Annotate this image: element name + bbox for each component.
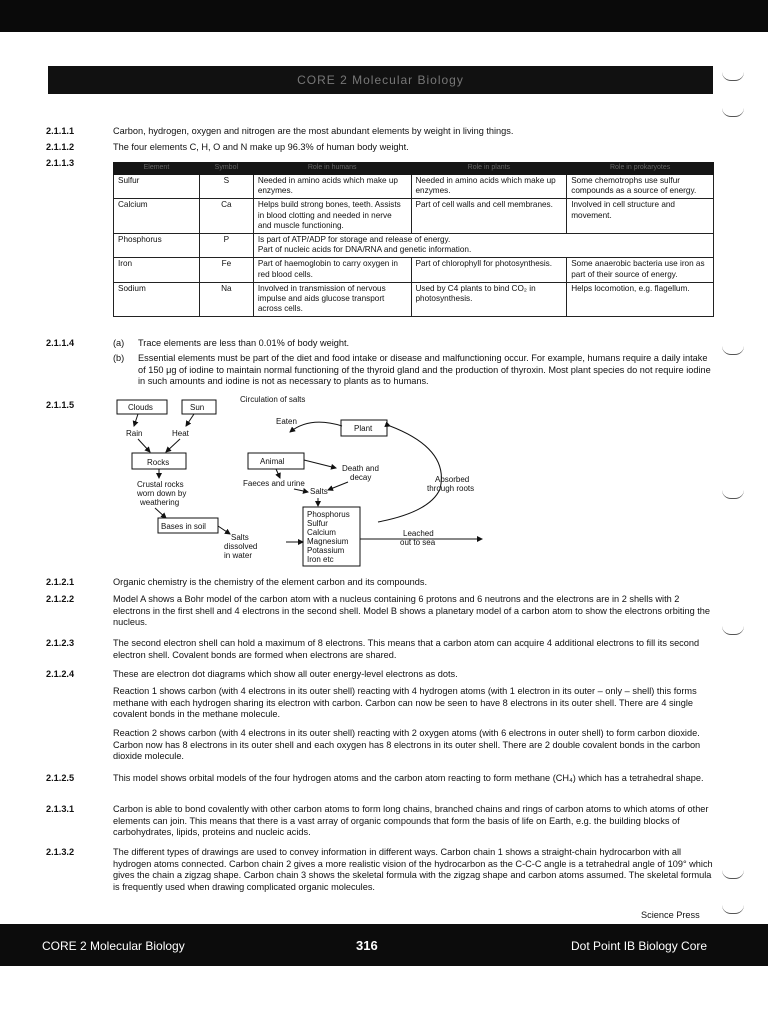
salts-dissolved-label: dissolved <box>224 542 258 551</box>
table-cell: Needed in amino acids which make up enzymes. <box>253 175 411 199</box>
point-number: 2.1.1.3 <box>46 158 75 168</box>
table-cell: Na <box>199 282 253 317</box>
table-cell: Sodium <box>114 282 200 317</box>
salt-item: Potassium <box>307 546 345 555</box>
diagram-title: Circulation of salts <box>240 395 306 404</box>
table-row <box>114 258 714 282</box>
absorbed-label: Absorbed <box>435 475 470 484</box>
elements-table <box>113 162 714 317</box>
salts-label: Salts <box>310 487 328 496</box>
point-number: 2.1.1.4 <box>46 338 75 348</box>
chapter-header <box>48 66 713 94</box>
point-number: 2.1.1.2 <box>46 142 75 152</box>
salt-circulation-diagram <box>110 394 510 569</box>
table-cell: Part of cell walls and cell membranes. <box>411 199 567 234</box>
point-number: 2.1.3.2 <box>46 847 75 857</box>
table-cell: Phosphorus <box>114 234 200 258</box>
table-header-cell: Symbol <box>199 163 253 175</box>
leached-label: Leached <box>403 529 434 538</box>
salts-dissolved-label: Salts <box>231 533 249 542</box>
crustal-label: worn down by <box>137 489 187 498</box>
point-text: The second electron shell can hold a maximum of 8 electrons. This means that a carbon atom can acquire 4 additional electrons to fill its second electron shell. Covalent bonds are formed when electrons are shared. <box>113 638 700 660</box>
table-cell-line: Is part of ATP/ADP for storage and release of energy. <box>257 235 451 245</box>
point-number: 2.1.2.5 <box>46 773 75 783</box>
absorbed-label: through roots <box>427 484 475 493</box>
eaten-label: Eaten <box>276 417 297 426</box>
faeces-label: Faeces and urine <box>243 479 305 488</box>
table-cell: Sulfur <box>114 175 200 199</box>
point-text: Model A shows a Bohr model of the carbon atom with a nucleus containing 6 protons and 6 neutrons and the electrons are in 2 shells with 2 electrons in the first shell and 4 electrons in the second shell. Model B shows a planetary model of a carbon atom to show the electrons orbiting the nucleus. <box>113 594 711 628</box>
table-cell: Calcium <box>114 199 200 234</box>
table-cell: Needed in amino acids which make up enzymes. <box>411 175 567 199</box>
table-row <box>114 282 714 317</box>
bases-label: Bases in soil <box>161 522 206 531</box>
table-cell: Ca <box>199 199 253 234</box>
animal-label: Animal <box>260 457 285 466</box>
page-footer <box>0 924 768 966</box>
heat-label: Heat <box>172 429 189 438</box>
publisher-credit: Science Press <box>641 910 700 920</box>
chapter-title: CORE 2 Molecular Biology <box>297 73 464 87</box>
footer-chapter: CORE 2 Molecular Biology <box>42 939 185 953</box>
salt-item: Sulfur <box>307 519 328 528</box>
point-text: This model shows orbital models of the four hydrogen atoms and the carbon atom reacting to form methane (CH₄) which has a tetrahedral shape. <box>113 773 704 783</box>
point-text: Reaction 1 shows carbon (with 4 electrons in its outer shell) reacting with 4 hydrogen atoms (with 1 electron in its outer – only – shell) this forms methane with each hydrogen sharing its electron with carbon. Carbon can now be seen to have 8 electrons in its outer shell. There are 4 single covalent bonds in the methane molecule. <box>113 686 697 720</box>
table-cell: Iron <box>114 258 200 282</box>
point-text: Carbon is able to bond covalently with other carbon atoms to form long chains, branched chains and rings of carbon atoms to which atoms of other elements can join. This means that there is a vast array of organic compounds that form the basis of life on Earth, e.g. the building blocks of carbohydrates, lipids, proteins and nucleic acids. <box>113 804 709 838</box>
table-header-cell: Role in plants <box>411 163 567 175</box>
point-text: Organic chemistry is the chemistry of the element carbon and its compounds. <box>113 577 428 587</box>
point-text: Carbon, hydrogen, oxygen and nitrogen are the most abundant elements by weight in living things. <box>113 126 514 136</box>
plant-label: Plant <box>354 424 373 433</box>
salt-item: Calcium <box>307 528 336 537</box>
sun-label: Sun <box>190 403 205 412</box>
table-header-cell: Role in prokaryotes <box>567 163 714 175</box>
death-decay-label: decay <box>350 473 372 482</box>
table-row <box>114 234 714 258</box>
clouds-label: Clouds <box>128 403 153 412</box>
crustal-label: Crustal rocks <box>137 480 184 489</box>
table-row <box>114 199 714 234</box>
table-header-cell: Role in humans <box>253 163 411 175</box>
rain-label: Rain <box>126 429 143 438</box>
page-number: 316 <box>356 938 378 953</box>
item-text: Essential elements must be part of the diet and food intake or disease and malfunctioning occur. For example, humans require a daily intake of 150 μg of iodine to maintain normal functioning of the thyroid gland and the production of thyroxin. Most plant species do not require iodine in such amounts and iodine is not as necessary to plants as to humans. <box>138 353 711 387</box>
point-number: 2.1.1.1 <box>46 126 75 136</box>
table-cell: Some chemotrophs use sulfur compounds as a source of energy. <box>567 175 714 199</box>
salt-item: Magnesium <box>307 537 349 546</box>
point-number: 2.1.2.3 <box>46 638 75 648</box>
point-text: These are electron dot diagrams which show all outer energy-level electrons as dots. <box>113 669 458 679</box>
table-row <box>114 175 714 199</box>
table-cell: Involved in cell structure and movement. <box>567 199 714 234</box>
point-number: 2.1.3.1 <box>46 804 75 814</box>
table-cell: Part of chlorophyll for photosynthesis. <box>411 258 567 282</box>
point-text: The four elements C, H, O and N make up 96.3% of human body weight. <box>113 142 409 152</box>
scan-top-border <box>0 0 768 32</box>
footer-book-title: Dot Point IB Biology Core <box>571 939 708 953</box>
rocks-label: Rocks <box>147 458 170 467</box>
point-text: Reaction 2 shows carbon (with 4 electrons in its outer shell) reacting with 2 oxygen atoms (with 6 electrons in outer shell) to form carbon dioxide. Carbon now has 8 electrons in its outer shell and each oxygen has 8 electrons in its outer shell. There are 2 double covalent bonds in the carbon dioxide molecule. <box>113 728 701 762</box>
point-number: 2.1.2.4 <box>46 669 75 679</box>
point-number: 2.1.2.1 <box>46 577 75 587</box>
table-cell: Part of haemoglobin to carry oxygen in red blood cells. <box>253 258 411 282</box>
point-number: 2.1.1.5 <box>46 400 75 410</box>
table-cell: S <box>199 175 253 199</box>
table-header-row <box>114 163 714 175</box>
item-label: (b) <box>113 353 125 363</box>
table-cell: Involved in transmission of nervous impulse and aids glucose transport across cells. <box>253 282 411 317</box>
table-cell: Some anaerobic bacteria use iron as part of their source of energy. <box>567 258 714 282</box>
item-label: (a) <box>113 338 125 348</box>
salt-item: Phosphorus <box>307 510 350 519</box>
table-cell <box>253 234 713 258</box>
leached-label: out to sea <box>400 538 436 547</box>
death-decay-label: Death and <box>342 464 379 473</box>
item-text: Trace elements are less than 0.01% of body weight. <box>138 338 350 348</box>
table-header-cell: Element <box>114 163 200 175</box>
table-cell: Fe <box>199 258 253 282</box>
table-cell: P <box>199 234 253 258</box>
salt-item: Iron etc <box>307 555 334 564</box>
point-text: The different types of drawings are used to convey information in different ways. Carbon chain 1 shows a straight-chain hydrocarbon with all hydrogen atoms connected. Carbon chain 2 gives a more realistic vision of the hydrocarbon as the C-C-C angle is a tetrahedral angle of 109° which gives the chain a zigzag shape. Carbon chain 3 shows the skeletal formula with the zigzag shape and carbon atoms assumed. The skeletal formula is frequently used when drawing complicated organic molecules. <box>113 847 713 892</box>
table-cell: Helps build strong bones, teeth. Assists in blood clotting and needed in nerve and muscle functioning. <box>253 199 411 234</box>
table-cell-line: Part of nucleic acids for DNA/RNA and genetic information. <box>257 245 472 255</box>
table-cell: Helps locomotion, e.g. flagellum. <box>567 282 714 317</box>
salts-dissolved-label: in water <box>224 551 253 560</box>
crustal-label: weathering <box>140 498 180 507</box>
table-cell: Used by C4 plants to bind CO₂ in photosynthesis. <box>411 282 567 317</box>
point-number: 2.1.2.2 <box>46 594 75 604</box>
